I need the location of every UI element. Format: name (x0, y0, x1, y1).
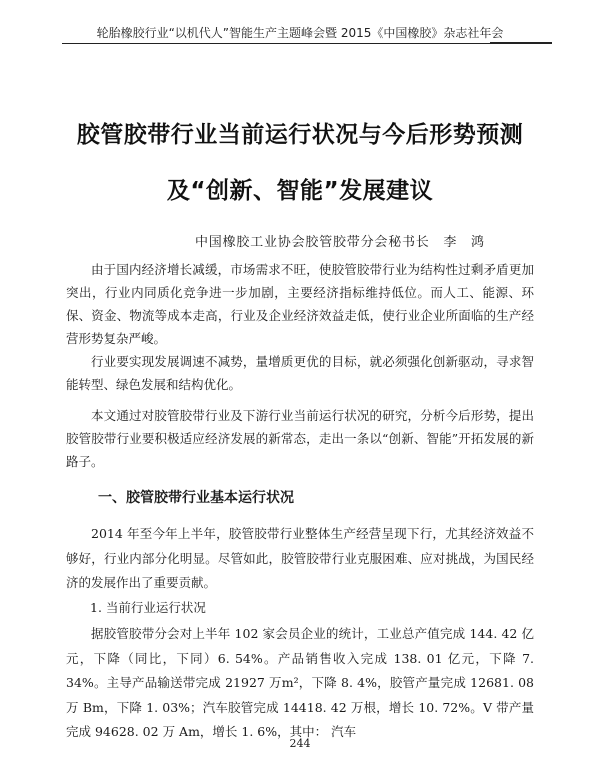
section-paragraph: 2014 年至今年上半年，胶管胶带行业整体生产经营呈现下行，尤其经济效益不够好，行业内部分化明显。尽管如此，胶管胶带行业克服困难、应对挑战，为国民经济的发展作出了重要贡献。 (66, 526, 534, 590)
section-heading: 一、胶管胶带行业基本运行状况 (98, 490, 294, 506)
header-divider-accent (490, 42, 552, 44)
subsection-heading: 1. 当前行业运行状况 (90, 600, 206, 615)
running-header: 轮胎橡胶行业“以机代人”智能生产主题峰会暨 2015《中国橡胶》杂志社年会 (96, 26, 504, 40)
author-line: 中国橡胶工业协会胶管胶带分会秘书长 李 鸿 (195, 235, 485, 250)
article-title-line-1: 胶管胶带行业当前运行状况与今后形势预测 (76, 122, 524, 148)
intro-paragraph-2: 行业要实现发展调速不减势，量增质更优的目标，就必须强化创新驱动，寻求智能转型、绿色发展和结构优化。 (66, 354, 534, 392)
intro-paragraph-3: 本文通过对胶管胶带行业及下游行业当前运行状况的研究，分析今后形势，提出胶管胶带行业要积极适应经济发展的新常态，走出一条以“创新、智能”开拓发展的新路子。 (66, 408, 534, 469)
subsection-paragraph: 据胶管胶带分会对上半年 102 家会员企业的统计，工业总产值完成 144. 42 亿元，下降（同比，下同）6. 54%。产品销售收入完成 138. 01 亿元，下降 7. 34%。主导产品输送带完成 21927 万m²，下降 8. 4%，胶管产量完成 12681. 08 万 Bm，下降 1. 03%；汽车胶管完成 14418. 42 万根，增长 10. 72%。V 带产量完成 94628. 02 万 Am，增长 1. 6%，其中： 汽车 (66, 626, 534, 739)
page-number: 244 (289, 737, 311, 750)
header-divider (62, 43, 552, 44)
intro-paragraph-1: 由于国内经济增长减缓，市场需求不旺，使胶管胶带行业为结构性过剩矛盾更加突出，行业内同质化竞争进一步加剧，主要经济指标维持低位。而人工、能源、环保、资金、物流等成本走高，行业及企业经济效益走低，使行业企业所面临的生产经营形势复杂严峻。 (66, 262, 534, 346)
article-title-line-2: 及“创新、智能”发展建议 (166, 178, 434, 204)
